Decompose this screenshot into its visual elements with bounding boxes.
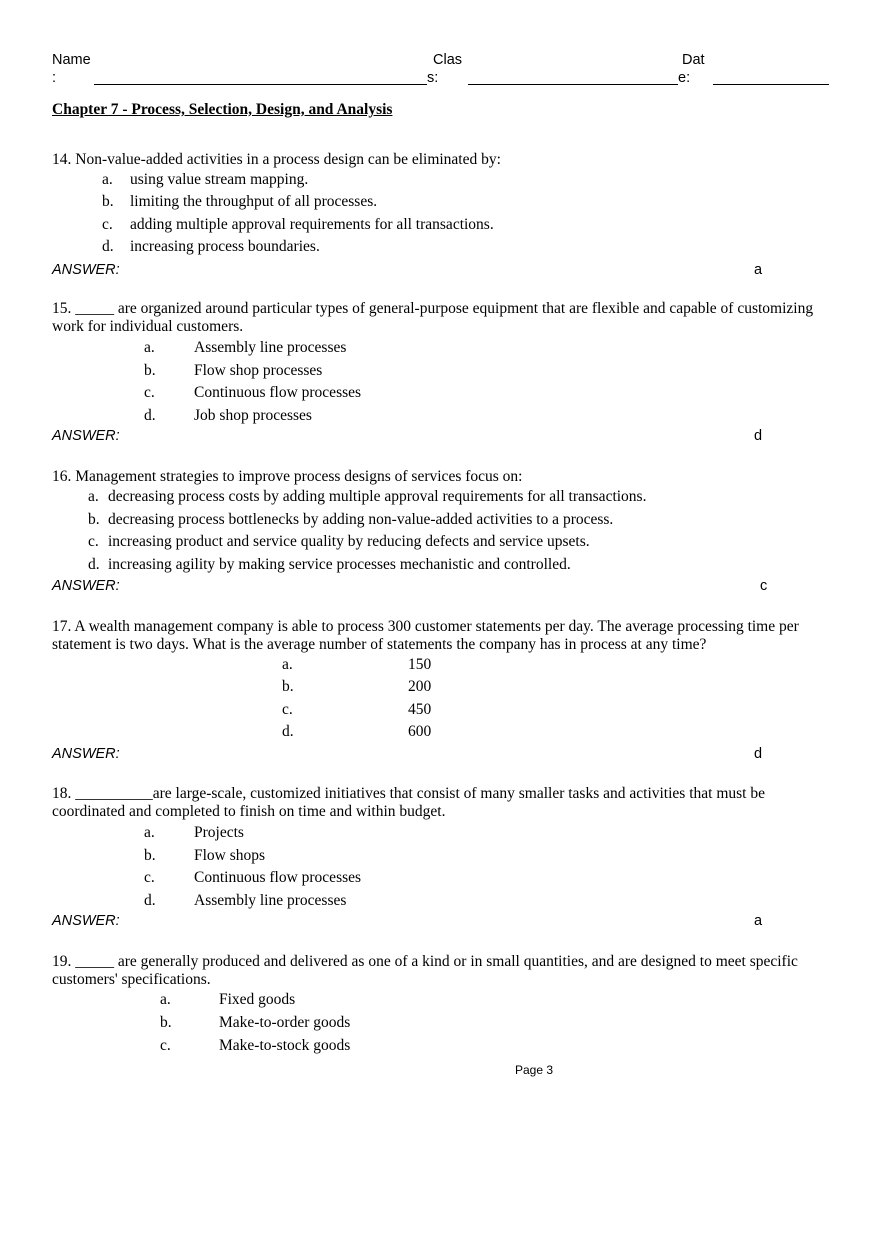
choice-letter: c.: [88, 533, 99, 550]
choice-text: Fixed goods: [219, 991, 296, 1008]
choice-text: Flow shop processes: [194, 362, 323, 379]
question-15-text: 15. _____ are organized around particular types of general-purpose equipment that are flexible and capable of customizing work for individual customers.: [52, 300, 814, 335]
choice-text: Continuous flow processes: [194, 384, 362, 401]
choice-letter: d.: [144, 407, 156, 424]
question-18-text: 18. __________are large-scale, customized initiatives that consist of many smaller tasks and activities that must be coordinated and completed to finish on time and within budget.: [52, 785, 765, 820]
choice-text: 150: [408, 656, 432, 673]
name-field-line[interactable]: [94, 84, 427, 85]
choice-text: Flow shops: [194, 847, 266, 864]
class-label-colon: s:: [427, 70, 439, 86]
answer-label: ANSWER:: [52, 262, 120, 278]
question-17-text: 17. A wealth management company is able to process 300 customer statements per day. The average processing time per statement is two days. What is the average number of statements the company has in process at any time?: [52, 618, 799, 653]
choice-text: Make-to-stock goods: [219, 1037, 351, 1054]
choice-text: Continuous flow processes: [194, 869, 362, 886]
answer-label: ANSWER:: [52, 578, 120, 594]
class-label: Clas: [433, 52, 463, 68]
date-label-colon: e:: [678, 70, 691, 86]
answer-value: a: [754, 262, 763, 278]
choice-text: using value stream mapping.: [130, 171, 309, 188]
choice-letter: a.: [282, 656, 293, 673]
answer-value: d: [754, 428, 763, 444]
choice-letter: b.: [144, 847, 156, 864]
choice-text: Job shop processes: [194, 407, 312, 424]
choice-letter: b.: [102, 193, 114, 210]
choice-letter: a.: [160, 991, 171, 1008]
choice-letter: b.: [160, 1014, 172, 1031]
date-field-line[interactable]: [713, 84, 829, 85]
question-16-text: 16. Management strategies to improve process designs of services focus on:: [52, 468, 523, 485]
choice-text: Make-to-order goods: [219, 1014, 351, 1031]
choice-letter: b.: [88, 511, 100, 528]
choice-letter: d.: [282, 723, 294, 740]
choice-text: increasing process boundaries.: [130, 238, 320, 255]
choice-letter: d.: [88, 556, 100, 573]
choice-letter: d.: [102, 238, 114, 255]
choice-letter: c.: [160, 1037, 171, 1054]
answer-value: d: [754, 746, 763, 762]
name-label-colon: :: [52, 70, 57, 86]
choice-text: 200: [408, 678, 432, 695]
page-number: Page 3: [515, 1063, 554, 1077]
choice-text: 450: [408, 701, 432, 718]
choice-text: Projects: [194, 824, 244, 841]
answer-label: ANSWER:: [52, 746, 120, 762]
choice-text: Assembly line processes: [194, 892, 347, 909]
chapter-title: Chapter 7 - Process, Selection, Design, and Analysis: [52, 101, 393, 118]
choice-text: decreasing process costs by adding multiple approval requirements for all transactions.: [108, 488, 647, 505]
choice-text: increasing product and service quality by reducing defects and service upsets.: [108, 533, 590, 550]
answer-label: ANSWER:: [52, 428, 120, 444]
choice-letter: d.: [144, 892, 156, 909]
answer-label: ANSWER:: [52, 913, 120, 929]
choice-text: 600: [408, 723, 432, 740]
class-field-line[interactable]: [468, 84, 678, 85]
choice-letter: a.: [144, 339, 155, 356]
choice-letter: a.: [144, 824, 155, 841]
answer-value: a: [754, 913, 763, 929]
choice-letter: b.: [144, 362, 156, 379]
choice-letter: b.: [282, 678, 294, 695]
choice-letter: c.: [102, 216, 113, 233]
choice-letter: a.: [102, 171, 113, 188]
question-19-text: 19. _____ are generally produced and delivered as one of a kind or in small quantities, and are designed to meet specific customers' specifications.: [52, 953, 798, 988]
choice-letter: c.: [144, 869, 155, 886]
choice-text: increasing agility by making service processes mechanistic and controlled.: [108, 556, 571, 573]
date-label: Dat: [682, 52, 705, 68]
choice-letter: c.: [282, 701, 293, 718]
choice-text: limiting the throughput of all processes.: [130, 193, 378, 210]
name-label: Name: [52, 52, 91, 68]
choice-text: decreasing process bottlenecks by adding non-value-added activities to a process.: [108, 511, 614, 528]
question-14-text: 14. Non-value-added activities in a process design can be eliminated by:: [52, 151, 501, 168]
choice-text: Assembly line processes: [194, 339, 347, 356]
answer-value: c: [760, 578, 768, 594]
choice-letter: a.: [88, 488, 99, 505]
choice-text: adding multiple approval requirements for all transactions.: [130, 216, 494, 233]
choice-letter: c.: [144, 384, 155, 401]
